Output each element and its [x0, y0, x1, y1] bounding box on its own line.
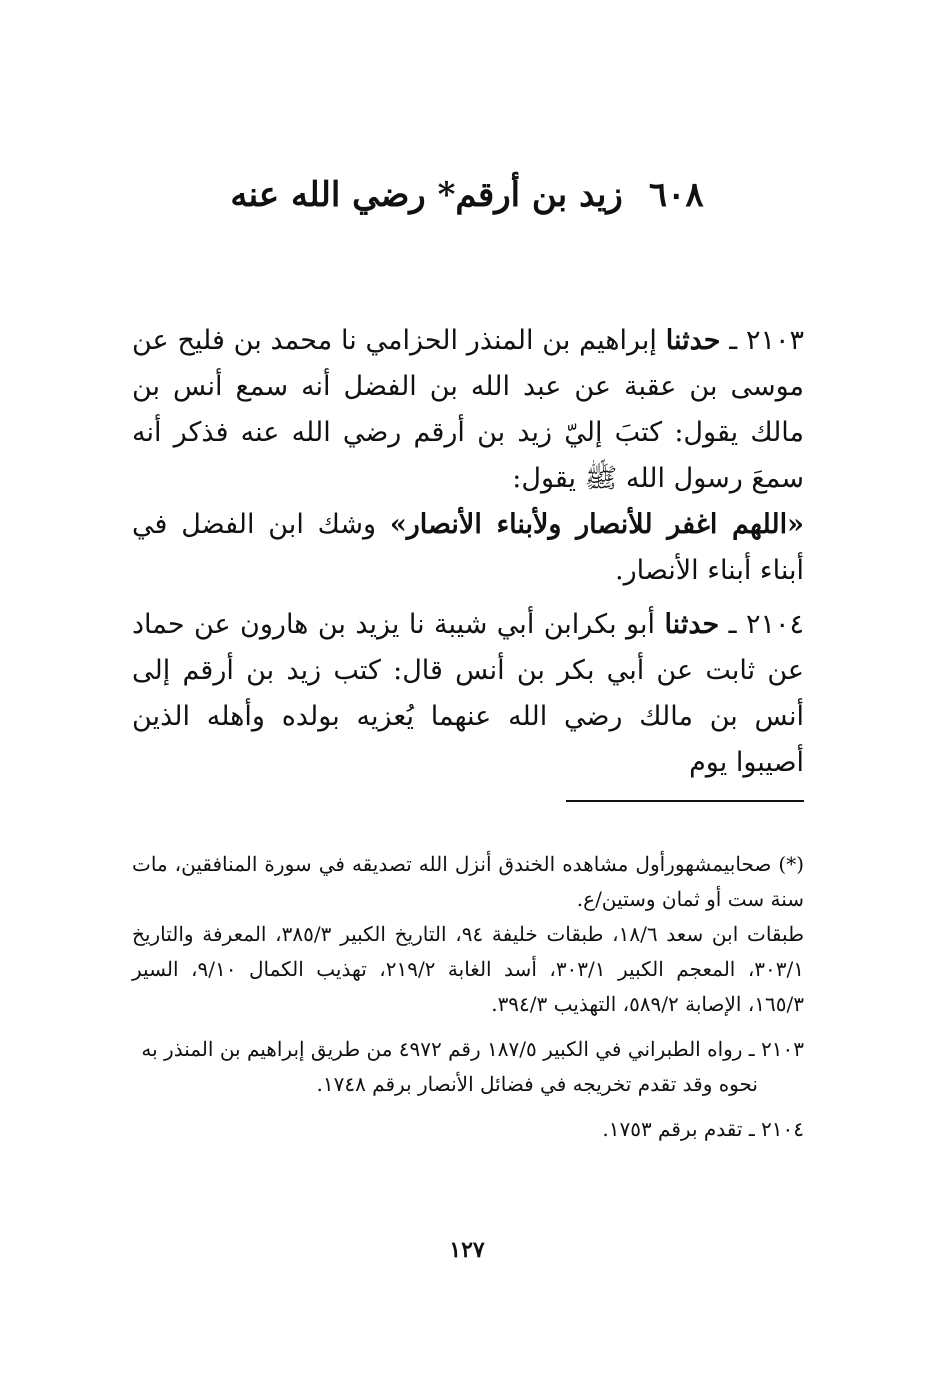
footnote-2104 — [132, 1112, 804, 1147]
hadith-2104-lead: حدثنا — [664, 609, 720, 640]
hadith-2104-text: أبو بكرابن أبي شيبة نا يزيد بن هارون عن حماد عن ثابت عن أبي بكر بن أنس قال: كتب زيد بن أرقم إلى أنس بن مالك رضي الله عنهما يُعزيه بولده وأهله الذين أصيبوا يوم — [132, 609, 804, 778]
chapter-heading — [130, 170, 804, 220]
footnote-2103 — [132, 1032, 804, 1102]
footnote-companion-note: (*) صحابيمشهورأول مشاهده الخندق أنزل الله تصديقه في سورة المنافقين، مات سنة ست أو ثمان وستين/ع. — [132, 852, 805, 911]
hadith-2104 — [132, 602, 804, 786]
footnote-divider — [566, 800, 804, 802]
footnote-2103-line1: ٢١٠٣ ـ رواه الطبراني في الكبير ١٨٧/٥ رقم ٤٩٧٢ من طريق إبراهيم بن المنذر به — [141, 1037, 804, 1061]
footnote-2104-text: ٢١٠٤ ـ تقدم برقم ١٧٥٣. — [602, 1117, 804, 1141]
hadith-2104-number: ٢١٠٤ ـ — [728, 609, 804, 640]
hadith-2103 — [132, 318, 804, 502]
hadith-2103-lead: حدثنا — [665, 325, 721, 356]
main-text — [132, 318, 804, 786]
chapter-title-text: زيد بن أرقم* رضي الله عنه — [230, 175, 623, 215]
footnote-sources: طبقات ابن سعد ١٨/٦، طبقات خليفة ٩٤، التاريخ الكبير ٣٨٥/٣، المعرفة والتاريخ ٣٠٣/١، المعجم الكبير ٣٠٣/١، أسد الغابة ٢١٩/٢، تهذيب الكمال ٩/١٠، السير ١٦٥/٣، الإصابة ٥٨٩/٢، التهذيب ٣٩٤/٣. — [132, 922, 805, 1016]
hadith-2103-number: ٢١٠٣ ـ — [729, 325, 804, 356]
hadith-2103-quote: «اللهم اغفر للأنصار ولأبناء الأنصار» — [389, 509, 804, 540]
chapter-number: ٦٠٨ — [648, 175, 704, 215]
hadith-2103-text: إبراهيم بن المنذر الحزامي نا محمد بن فليح عن موسى بن عقبة عن عبد الله بن الفضل أنه سمع أنس بن مالك يقول: كتبَ إليّ زيد بن أرقم رضي الله عنه فذكر أنه سمعَ رسول الله ﷺ يقول: — [132, 325, 804, 494]
footnotes — [132, 847, 804, 1157]
footnote-2103-line2: نحوه وقد تقدم تخريجه في فضائل الأنصار برقم ١٧٤٨. — [316, 1072, 758, 1096]
footnote-companion — [132, 847, 804, 1022]
hadith-2103-tail: وشك ابن الفضل في أبناء أبناء الأنصار. — [132, 509, 804, 586]
hadith-2103-quote-paragraph — [132, 502, 804, 594]
page-number: ١٢٧ — [449, 1237, 485, 1263]
